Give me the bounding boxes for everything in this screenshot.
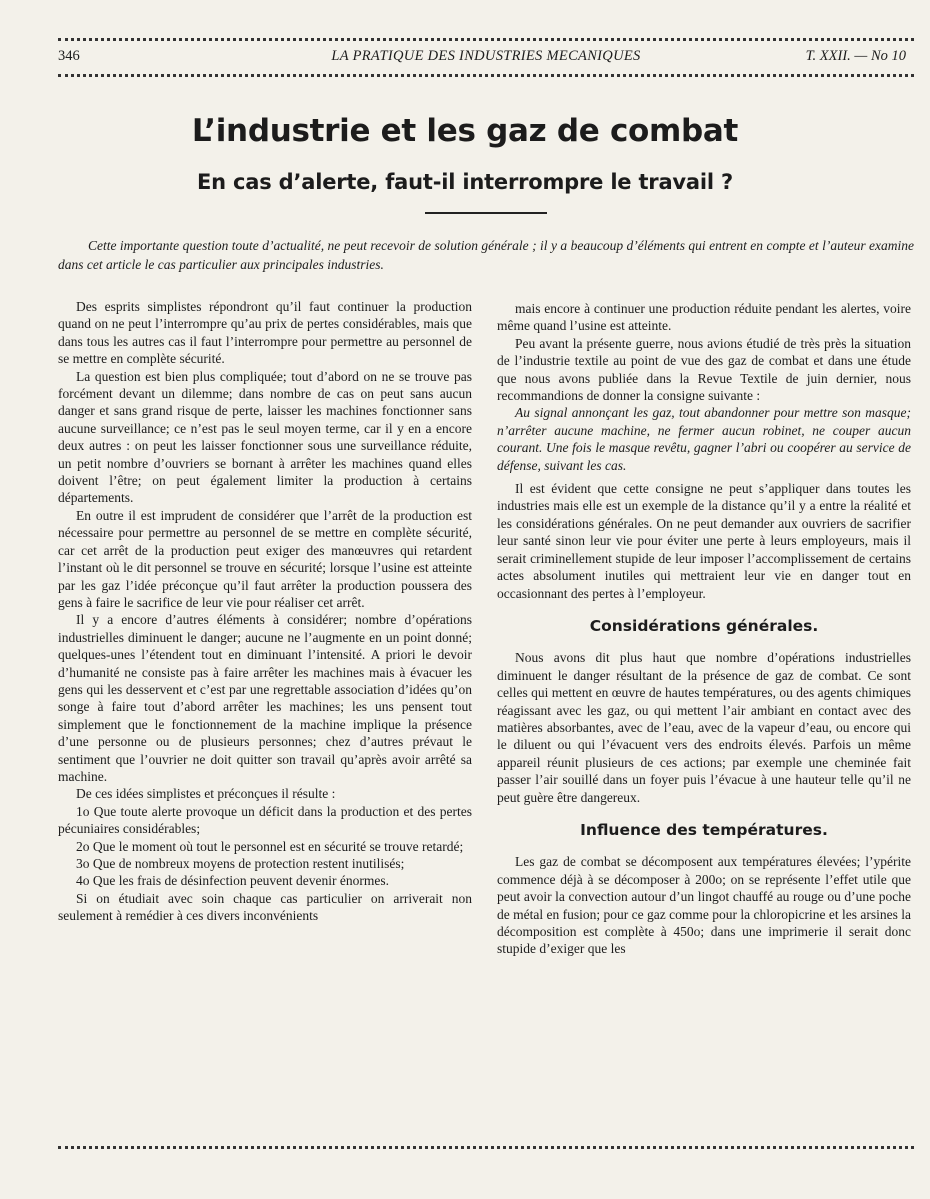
paragraph: En outre il est imprudent de considérer que l’arrêt de la production est nécessaire pour permettre au personnel de se mettre en complète sécurité, car cet arrêt de la production peut exiger des manœuvres qui retardent l’instant où le dit personnel se trouve en sécurité; lorsque l’usine est atteinte par les gaz l’idée préconçue qu’il faut arrêter la production poussera des gens à faire le sacrifice de leur vie pour réaliser cet arrêt. [58, 507, 472, 610]
paragraph: De ces idées simplistes et préconçues il résulte : [76, 786, 336, 802]
title-rule [425, 212, 547, 214]
list-item: 1o Que toute alerte provoque un déficit dans la production et des pertes pécuniaires considérables; [58, 803, 472, 837]
page-number: 346 [58, 48, 80, 64]
article-subtitle: En cas d’alerte, faut-il interrompre le travail ? [197, 170, 733, 194]
running-title: LA PRATIQUE DES INDUSTRIES MECANIQUES [331, 48, 641, 64]
footer-rule [58, 1146, 914, 1149]
section-heading-general: Considérations générales. [589, 616, 819, 635]
section-heading-temperatures: Influence des températures. [580, 820, 828, 839]
paragraph: La question est bien plus compliquée; tout d’abord on ne se trouve pas forcément devant un dilemme; dans nombre de cas on peut sans aucun danger et sans grand risque de perte, laisser les machines fonctionner sans aucune surveillance; ce n’est pas le seul moyen terme, car il y en a encore deux autres : on peut les laisser fonctionner sous une surveillance réduite, un petit nombre d’ouvriers se bornant à arrêter les machines quand elles doivent l’être; on peut également limiter la production à certains départements. [58, 368, 472, 506]
list-item: 2o Que le moment où tout le personnel est en sécurité se trouve retardé; [76, 838, 464, 854]
article-title: L’industrie et les gaz de combat [191, 113, 739, 149]
paragraph: Nous avons dit plus haut que nombre d’opérations industrielles diminuent le danger résultant de la présence de gaz de combat. Ce sont celles qui mettent en œuvre de hautes températures, ou des agents chimiques réagissant avec les gaz, ou qui mettent l’air ambiant en contact avec des matières absorbantes, avec de l’eau, avec de la vapeur d’eau, ou encore qui le diluent ou qui l’évacuent vers des endroits élevés. Parfois un même appareil réunit plusieurs de ces actions; par exemple une cheminée fait passer l’air souillé dans un foyer puis l’évacue à une hauteur telle qu’il ne peut guère être dangereux. [497, 650, 911, 805]
paragraph: Si on étudiait avec soin chaque cas particulier on arriverait non seulement à remédier à ces divers inconvénients [58, 890, 472, 924]
left-column [58, 298, 472, 925]
paragraph: Des esprits simplistes répondront qu’il faut continuer la production quand on ne peut l’interrompre qu’au prix de pertes considérables, mais que dans tous les autres cas il faut l’interrompre pour permettre au personnel de se mettre en complète sécurité. [58, 299, 472, 367]
article-intro: Cette importante question toute d’actualité, ne peut recevoir de solution générale ; il y a beaucoup d’éléments qui entrent en compte et l’auteur examine dans cet article le cas particulier aux principales industries. [58, 238, 914, 272]
running-header [58, 48, 914, 68]
paragraph: Il y a encore d’autres éléments à considérer; nombre d’opérations industrielles diminuent le danger; aucune ne l’augmente en un point donné; quelques-unes l’étendent tout en diminuant l’intensité. A priori le devoir d’humanité ne consiste pas à faire arrêter les machines mais à évacuer les gens qui les desservent et c’est par une regrettable association d’idées qu’on songe à faire tout d’abord arrêter les machines; les uns pensent tout simplement que le fonctionnement de la machine implique la présence d’une personne ou de plusieurs personnes; chez d’autres prévaut le sentiment que l’ouvrier ne doit quitter son travail qu’après avoir arrêté sa machine. [58, 612, 472, 784]
right-column [497, 300, 911, 958]
paragraph: Peu avant la présente guerre, nous avions étudié de très près la situation de l’industrie textile au point de vue des gaz de combat et dans une étude que nous avons publiée dans la Revue Textile de juin dernier, nous recommandions de donner la consigne suivante : [497, 335, 911, 404]
list-item: 4o Que les frais de désinfection peuvent devenir énormes. [76, 873, 390, 889]
volume-issue: T. XXII. — No 10 [805, 48, 906, 64]
header-top-rule [58, 38, 914, 41]
header-bottom-rule [58, 74, 914, 77]
list-item: 3o Que de nombreux moyens de protection restent inutilisés; [76, 856, 405, 871]
paragraph: mais encore à continuer une production réduite pendant les alertes, voire même quand l’usine est atteinte. [497, 301, 911, 334]
paragraph: Les gaz de combat se décomposent aux températures élevées; l’ypérite commence déjà à se décomposer à 200o; on se représente l’effet utile que peut avoir la convection autour d’un lingot chauffé au rouge ou d’une poche de métal en fusion; pour ce gaz comme pour la chloropicrine et les arsines la décomposition est complète à 450o; dans une imprimerie il serait donc stupide d’exiger que les [497, 854, 911, 957]
instruction-quote: Au signal annonçant les gaz, tout abandonner pour mettre son masque; n’arrêter aucune machine, ne fermer aucun robinet, ne couper aucun courant. Une fois le masque revêtu, gagner l’abri ou coopérer au service de défense, suivant les cas. [497, 405, 911, 473]
paragraph: Il est évident que cette consigne ne peut s’appliquer dans toutes les industries mais elle est un exemple de la distance qu’il y a entre la réalité et les considérations générales. On ne peut demander aux ouvriers de sacrifier leur santé sinon leur vie pour éviter une perte à leurs employeurs, mais il serait criminellement stupide de leur imposer l’accomplissement de certains actes absolument inutiles qui mettraient leur vie en danger tout en occasionnant des pertes à l’employeur. [497, 481, 911, 601]
